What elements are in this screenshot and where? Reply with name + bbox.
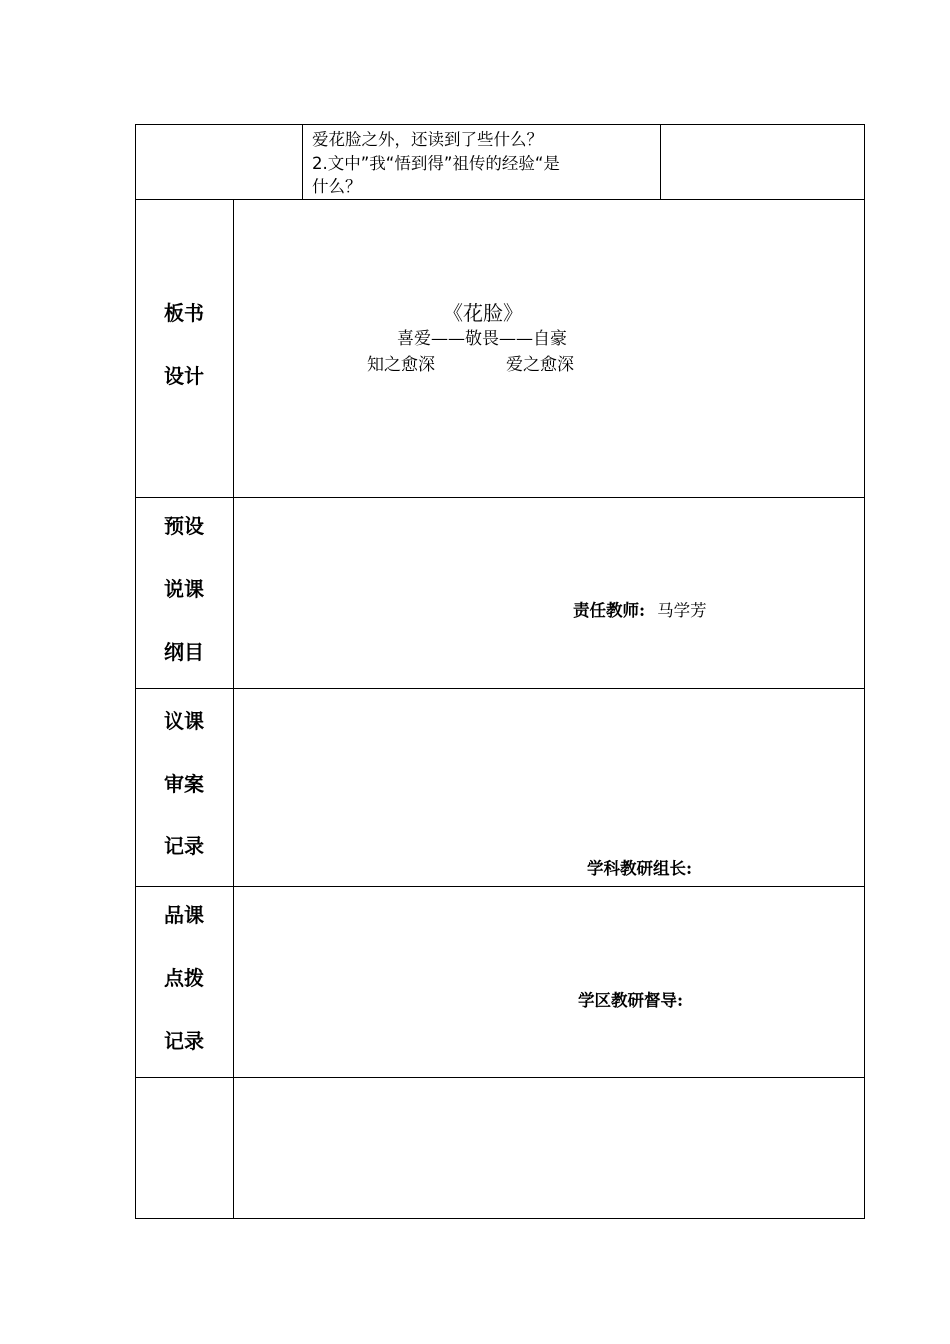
row-divider [135, 199, 865, 200]
column-divider [302, 124, 303, 200]
label-line: 纲目 [164, 640, 204, 664]
label-line: 预设 [164, 514, 204, 538]
label-line: 点拨 [164, 966, 204, 990]
district-supervisor [578, 987, 683, 1011]
preset-outline-label [136, 497, 232, 688]
subject-group-leader [587, 855, 692, 879]
empty-row [136, 1078, 864, 1218]
label-line: 设计 [164, 364, 204, 388]
table-bottom-border [135, 1218, 865, 1219]
board-title: 《花脸》 [443, 301, 523, 325]
question-line: 什么？ [312, 177, 362, 196]
table-right-border [864, 124, 865, 1219]
label-line: 记录 [164, 834, 204, 858]
leader-label: 学科教研组长: [587, 859, 693, 878]
question-text [312, 128, 657, 199]
label-line: 议课 [164, 709, 204, 733]
question-line: 爱花脸之外，还读到了些什么？ [312, 130, 543, 149]
board-line-2-left: 知之愈深 [367, 355, 435, 375]
label-line: 说课 [164, 577, 204, 601]
board-design-label [136, 199, 232, 497]
label-line: 记录 [164, 1029, 204, 1053]
table-top-border [135, 124, 865, 125]
board-line-1: 喜爱——敬畏——自豪 [397, 329, 567, 349]
label-line: 板书 [164, 301, 204, 325]
label-line: 审案 [164, 772, 204, 796]
row-divider [135, 688, 865, 689]
supervisor-label: 学区教研督导: [578, 991, 684, 1010]
teacher-name: 马学芳 [657, 601, 707, 620]
column-divider [660, 124, 661, 200]
review-record-label [136, 688, 232, 886]
responsible-teacher [573, 597, 707, 621]
label-column-divider [233, 199, 234, 1219]
question-line: 2.文中”我“悟到得”祖传的经验“是 [312, 153, 560, 173]
teacher-label: 责任教师: [573, 601, 646, 620]
row-divider [135, 497, 865, 498]
board-line-2-right: 爱之愈深 [506, 355, 574, 375]
label-line: 品课 [164, 903, 204, 927]
comment-record-label [136, 886, 232, 1077]
row-divider [135, 886, 865, 887]
